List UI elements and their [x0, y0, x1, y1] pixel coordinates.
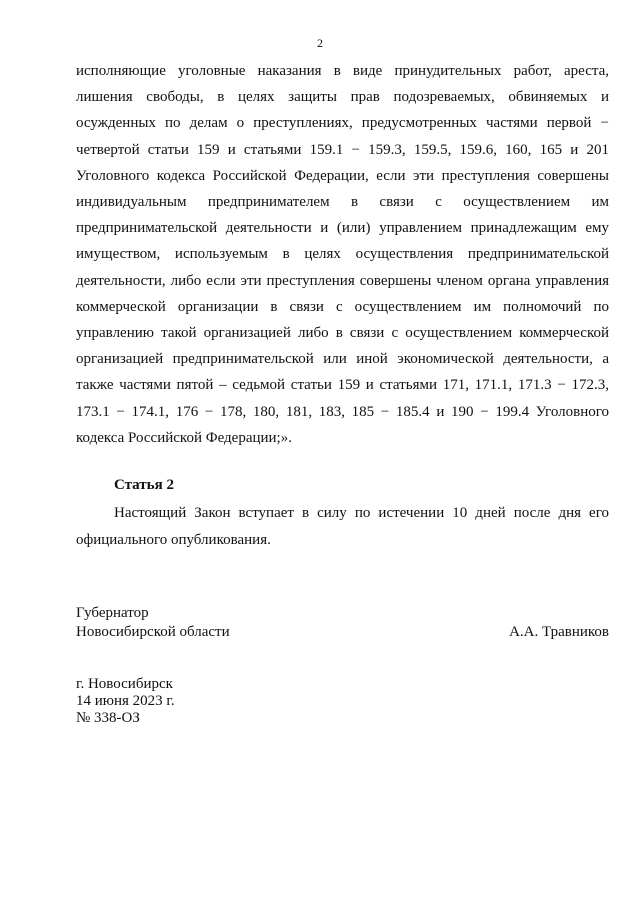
- signature-title-line1: Губернатор: [76, 605, 149, 621]
- body-paragraph: исполняющие уголовные наказания в виде принудительных работ, ареста, лишения свободы, в целях защиты прав подозреваемых, обвиняемых и осужденных по делам о преступлениях, предусмотренных частями первой − четвертой статьи 159 и статьями 159.1 − 159.3, 159.5, 159.6, 160, 165 и 201 Уголовного кодекса Российской Федерации, если эти преступления совершены индивидуальным предпринимателем в связи с осуществлением им предпринимательской деятельности и (или) управлением принадлежащим ему имуществом, используемым в целях осуществления предпринимательской деятельности, либо если эти преступления совершены членом органа управления коммерческой организации в связи с осуществлением им полномочий по управлению такой организацией либо в связи с осуществлением коммерческой организацией предпринимательской или иной экономической деятельности, а также частями пятой – седьмой статьи 159 и статьями 171, 171.1, 171.3 − 172.3, 173.1 − 174.1, 176 − 178, 180, 181, 183, 185 − 185.4 и 190 − 199.4 Уголовного кодекса Российской Федерации;».: [76, 63, 609, 446]
- law-date: 14 июня 2023 г.: [76, 693, 175, 709]
- signature-block: [76, 604, 609, 642]
- article-text: Настоящий Закон вступает в силу по истечении 10 дней после дня его официального опубликования.: [76, 505, 609, 548]
- article-heading: Статья 2: [114, 477, 174, 493]
- signature-name: А.А. Травников: [509, 624, 609, 640]
- place-date-block: [76, 676, 175, 727]
- page-number: 2: [317, 36, 323, 50]
- city: г. Новосибирск: [76, 676, 173, 692]
- law-number: № 338-ОЗ: [76, 710, 140, 726]
- signature-title-line2: Новосибирской области: [76, 624, 230, 640]
